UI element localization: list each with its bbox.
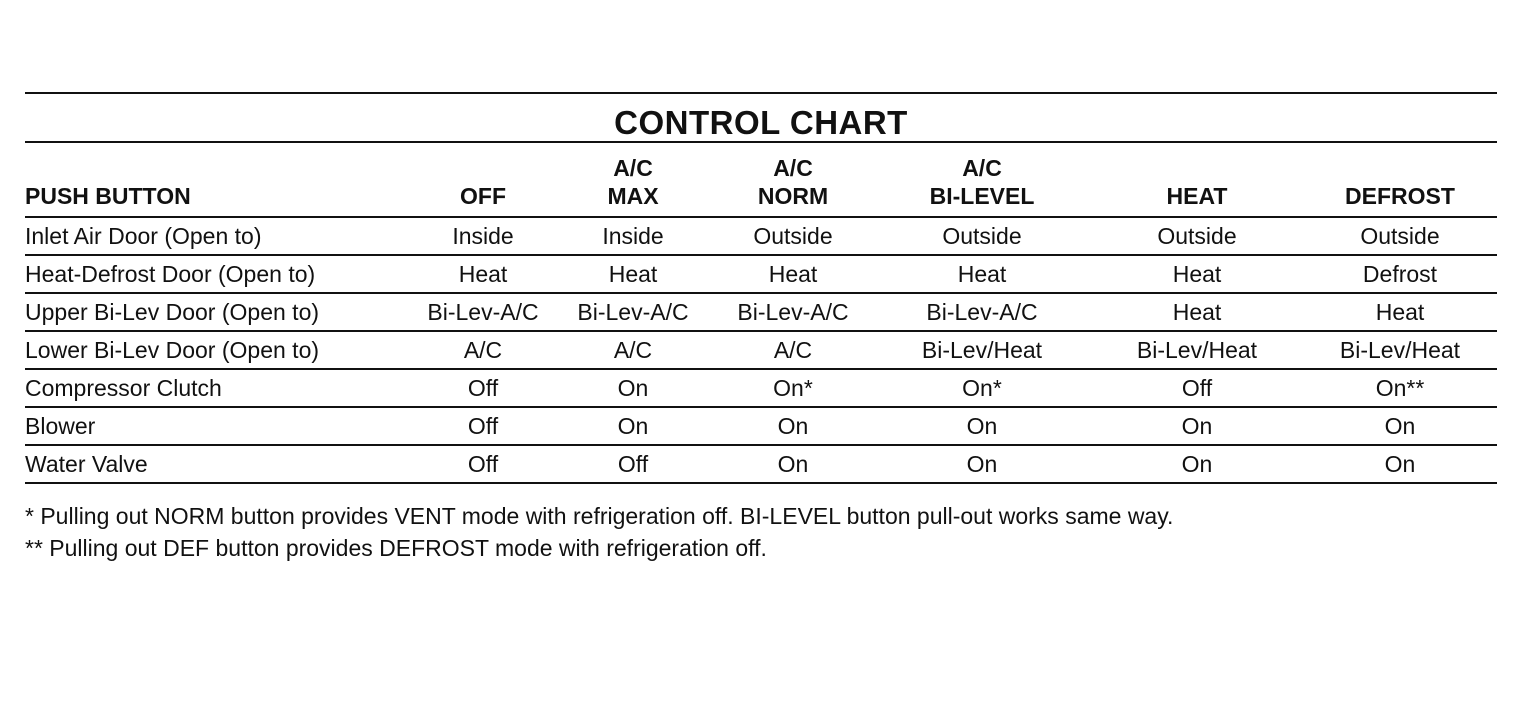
table-cell: Off <box>553 445 713 483</box>
top-rule <box>25 92 1497 94</box>
column-header-line: A/C <box>773 155 813 181</box>
table-cell: On <box>1303 445 1497 483</box>
row-label: Water Valve <box>25 445 413 483</box>
table-cell: Defrost <box>1303 255 1497 293</box>
table-cell: Outside <box>1091 217 1303 255</box>
row-label: Inlet Air Door (Open to) <box>25 217 413 255</box>
column-header-defrost <box>1303 146 1497 217</box>
table-row <box>25 407 1497 445</box>
table-cell: Heat <box>873 255 1091 293</box>
column-header-line: NORM <box>757 183 829 209</box>
column-header-line: DEFROST <box>1345 183 1455 209</box>
table-row <box>25 331 1497 369</box>
table-cell: Inside <box>413 217 553 255</box>
table-row <box>25 445 1497 483</box>
row-label: Heat-Defrost Door (Open to) <box>25 255 413 293</box>
table-row <box>25 255 1497 293</box>
table-cell: A/C <box>713 331 873 369</box>
footnote: * Pulling out NORM button provides VENT mode with refrigeration off. BI-LEVEL button pull-out works same way. <box>25 503 1174 529</box>
table-cell: Off <box>413 445 553 483</box>
control-table <box>25 146 1497 484</box>
table-cell: Outside <box>1303 217 1497 255</box>
footnotes <box>25 500 1173 564</box>
table-row <box>25 369 1497 407</box>
title-rule <box>25 141 1497 143</box>
table-cell: On <box>1091 407 1303 445</box>
column-header-line: HEAT <box>1166 183 1228 209</box>
table-cell: A/C <box>413 331 553 369</box>
column-header-heat <box>1091 146 1303 217</box>
table-row <box>25 217 1497 255</box>
table-cell: Off <box>413 407 553 445</box>
table-cell: On* <box>873 369 1091 407</box>
row-label: Blower <box>25 407 413 445</box>
table-cell: A/C <box>553 331 713 369</box>
column-header-line: A/C <box>613 155 653 181</box>
table-cell: Heat <box>1091 255 1303 293</box>
footnote: ** Pulling out DEF button provides DEFROST mode with refrigeration off. <box>25 535 767 561</box>
table-cell: On <box>1091 445 1303 483</box>
table-cell: On <box>1303 407 1497 445</box>
table-row <box>25 293 1497 331</box>
table-cell: Bi-Lev-A/C <box>873 293 1091 331</box>
column-header-line: PUSH BUTTON <box>25 183 191 209</box>
column-header-push-button <box>25 146 413 217</box>
table-cell: Inside <box>553 217 713 255</box>
column-header-ac-norm <box>713 146 873 217</box>
table-cell: Outside <box>713 217 873 255</box>
table-cell: Off <box>1091 369 1303 407</box>
table-cell: Off <box>413 369 553 407</box>
table-cell: Bi-Lev-A/C <box>553 293 713 331</box>
column-header-line: OFF <box>460 183 506 209</box>
table-cell: Heat <box>1091 293 1303 331</box>
chart-title: CONTROL CHART <box>614 104 908 141</box>
table-cell: Bi-Lev-A/C <box>713 293 873 331</box>
table-cell: On <box>553 369 713 407</box>
row-label: Lower Bi-Lev Door (Open to) <box>25 331 413 369</box>
table-cell: Heat <box>1303 293 1497 331</box>
column-header-line: BI-LEVEL <box>929 183 1035 209</box>
table-cell: On <box>713 407 873 445</box>
column-header-line: A/C <box>962 155 1002 181</box>
column-header-ac-max <box>553 146 713 217</box>
table-cell: Heat <box>713 255 873 293</box>
table-cell: Bi-Lev/Heat <box>1303 331 1497 369</box>
table-cell: On <box>713 445 873 483</box>
column-header-off <box>413 146 553 217</box>
column-header-line: MAX <box>607 183 659 209</box>
table-cell: Bi-Lev/Heat <box>873 331 1091 369</box>
table-cell: On* <box>713 369 873 407</box>
column-header-ac-bi-level <box>873 146 1091 217</box>
table-cell: On <box>873 445 1091 483</box>
table-cell: Bi-Lev/Heat <box>1091 331 1303 369</box>
row-label: Upper Bi-Lev Door (Open to) <box>25 293 413 331</box>
row-label: Compressor Clutch <box>25 369 413 407</box>
table-cell: Bi-Lev-A/C <box>413 293 553 331</box>
header-row <box>25 146 1497 217</box>
table-cell: Outside <box>873 217 1091 255</box>
table-cell: Heat <box>553 255 713 293</box>
table-cell: On <box>873 407 1091 445</box>
table-cell: Heat <box>413 255 553 293</box>
table-cell: On <box>553 407 713 445</box>
table-cell: On** <box>1303 369 1497 407</box>
